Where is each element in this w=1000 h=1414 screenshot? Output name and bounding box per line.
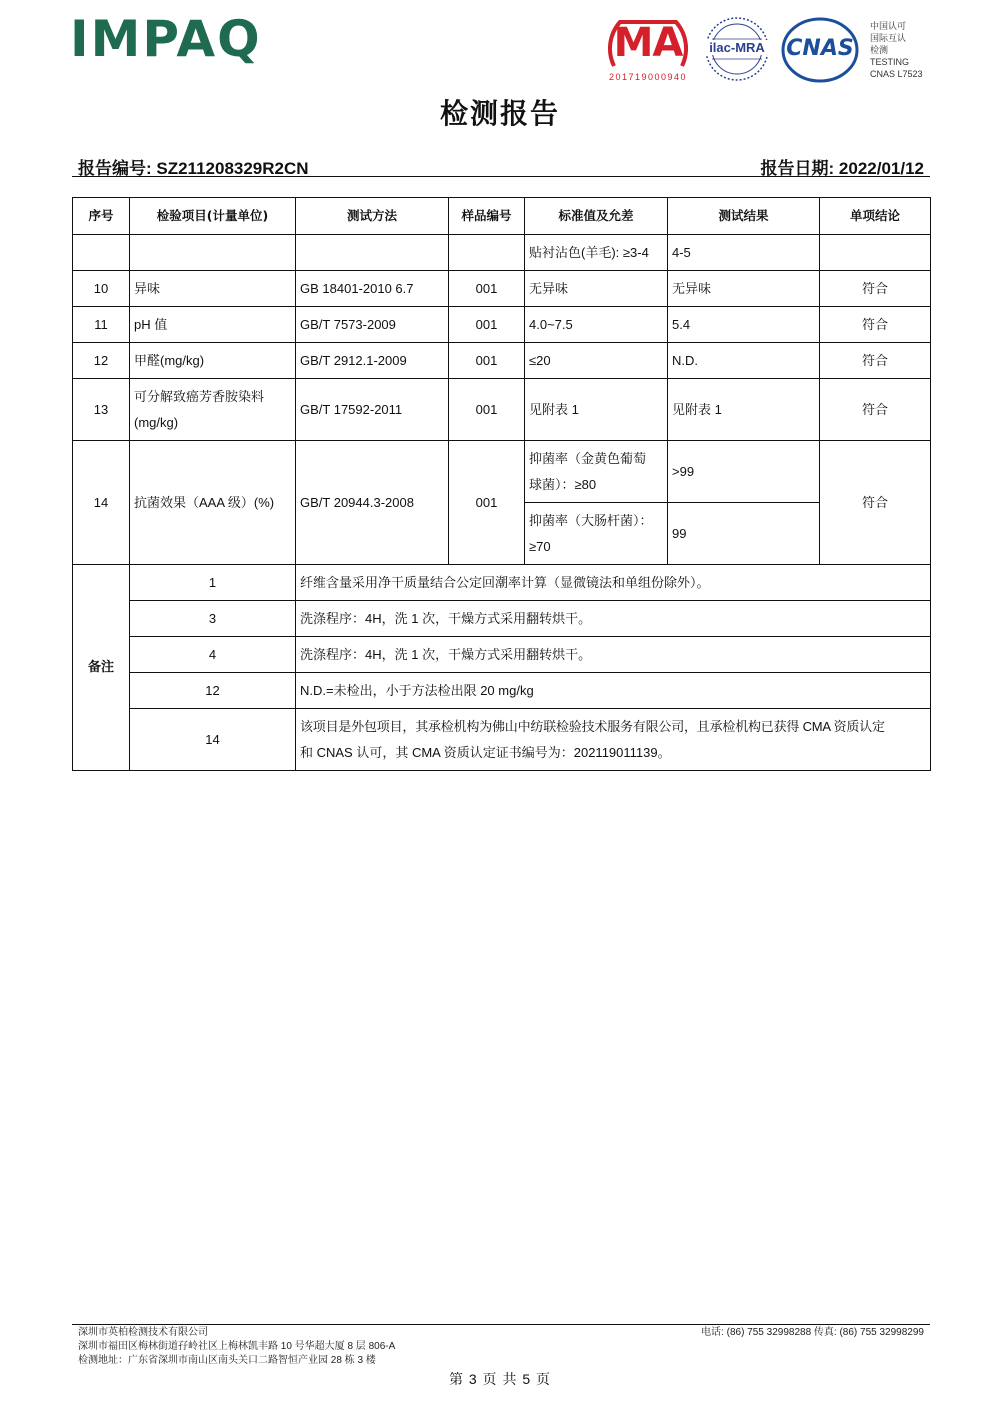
standard-cell: 贴衬沾色(羊毛): ≥3-4 (525, 235, 668, 271)
row-no: 14 (73, 441, 130, 565)
item-cell: 异味 (130, 271, 296, 307)
col-header: 测试方法 (296, 198, 449, 235)
col-header: 序号 (73, 198, 130, 235)
col-header: 样品编号 (449, 198, 525, 235)
col-header: 标准值及允差 (525, 198, 668, 235)
note-ref: 12 (130, 673, 296, 709)
note-ref: 3 (130, 601, 296, 637)
note-row (73, 673, 931, 709)
note-text: 该项目是外包项目，其承检机构为佛山中纺联检验技术服务有限公司，且承检机构已获得 CMA 资质认定 和 CNAS 认可，其 CMA 资质认定证书编号为：202119011139。 (296, 709, 931, 771)
result-cell: 4-5 (668, 235, 820, 271)
report-number: 报告编号: SZ211208329R2CN (78, 159, 309, 178)
method-cell: GB/T 17592-2011 (296, 379, 449, 441)
note-text: N.D.=未检出，小于方法检出限 20 mg/kg (296, 673, 931, 709)
table-row (73, 235, 931, 271)
footer-company: 深圳市英柏检测技术有限公司 (78, 1327, 208, 1338)
ilac-label: ilac-MRA (704, 40, 770, 55)
footer-divider (72, 1324, 930, 1325)
page-title: 检测报告 (439, 97, 560, 130)
result-cell: 99 (668, 503, 820, 565)
table-row (73, 441, 931, 503)
standard-cell: 抑菌率（大肠杆菌）： ≥70 (525, 503, 668, 565)
item-line: (mg/kg) (134, 414, 179, 430)
standard-cell: 无异味 (525, 271, 668, 307)
note-text: 纤维含量采用净干质量结合公定回潮率计算（显微镜法和单组份除外）。 (296, 565, 931, 601)
footer-test-address: 检测地址：广东省深圳市南山区南头关口二路智恒产业园 28 栋 3 楼 (78, 1355, 376, 1366)
item-cell: 甲醛(mg/kg) (130, 343, 296, 379)
note-ref: 4 (130, 637, 296, 673)
sample-cell: 001 (449, 441, 525, 565)
company-logo: IMPAQ (70, 10, 262, 68)
cma-mark (600, 14, 696, 86)
note-row (73, 601, 931, 637)
col-header: 检验项目(计量单位) (130, 198, 296, 235)
method-cell: GB 18401-2010 6.7 (296, 271, 449, 307)
row-no: 10 (73, 271, 130, 307)
note-ref: 1 (130, 565, 296, 601)
standard-cell: 4.0~7.5 (525, 307, 668, 343)
sample-cell: 001 (449, 271, 525, 307)
cma-label: MA (613, 20, 683, 66)
cnas-label: CNAS (786, 36, 854, 61)
standard-cell: 抑菌率（金黄色葡萄 球菌）：≥80 (525, 441, 668, 503)
cnas-side-text: 中国认可 国际互认 检测 TESTING CNAS L7523 (870, 21, 923, 79)
footer-contact: 电话: (86) 755 32998288 传真: (86) 755 32998299 (701, 1327, 924, 1338)
conclusion-cell: 符合 (820, 441, 931, 565)
note-row (73, 709, 931, 771)
conclusion-cell: 符合 (820, 307, 931, 343)
item-line: 可分解致癌芳香胺染料 (134, 388, 265, 404)
method-cell: GB/T 7573-2009 (296, 307, 449, 343)
note-row (73, 565, 931, 601)
conclusion-cell: 符合 (820, 379, 931, 441)
cma-number: 201719000940 (608, 72, 688, 82)
report-date: 报告日期: 2022/01/12 (760, 159, 924, 178)
note-text: 洗涤程序：4H，洗 1 次，干燥方式采用翻转烘干。 (296, 637, 931, 673)
col-header: 测试结果 (668, 198, 820, 235)
footer-address-line: 深圳市福田区梅林街道孖岭社区上梅林凯丰路 10 号华超大厦 8 层 806-A (78, 1341, 396, 1352)
conclusion-cell: 符合 (820, 271, 931, 307)
table-row (73, 343, 931, 379)
standard-cell: ≤20 (525, 343, 668, 379)
ilac-mra-mark (704, 16, 770, 82)
footer-address (78, 1326, 395, 1368)
header-divider (72, 176, 930, 177)
sample-cell: 001 (449, 343, 525, 379)
row-no: 12 (73, 343, 130, 379)
item-cell: pH 值 (130, 307, 296, 343)
item-cell: 抗菌效果（AAA 级）(%) (130, 441, 296, 565)
result-cell: >99 (668, 441, 820, 503)
result-cell: 见附表 1 (668, 379, 820, 441)
col-header: 单项结论 (820, 198, 931, 235)
table-row (73, 307, 931, 343)
method-cell: GB/T 20944.3-2008 (296, 441, 449, 565)
sample-cell: 001 (449, 379, 525, 441)
result-cell: N.D. (668, 343, 820, 379)
page-number: 第 3 页 共 5 页 (448, 1371, 552, 1387)
cnas-mark (780, 16, 860, 84)
note-row (73, 637, 931, 673)
results-table (72, 197, 931, 771)
certification-marks (600, 14, 930, 90)
note-text: 洗涤程序：4H，洗 1 次，干燥方式采用翻转烘干。 (296, 601, 931, 637)
result-cell: 5.4 (668, 307, 820, 343)
conclusion-cell: 符合 (820, 343, 931, 379)
notes-label: 备注 (73, 565, 130, 771)
row-no: 11 (73, 307, 130, 343)
item-cell (130, 379, 296, 441)
standard-cell: 见附表 1 (525, 379, 668, 441)
method-cell: GB/T 2912.1-2009 (296, 343, 449, 379)
table-header-row (73, 198, 931, 235)
result-cell: 无异味 (668, 271, 820, 307)
note-ref: 14 (130, 709, 296, 771)
table-row (73, 379, 931, 441)
sample-cell: 001 (449, 307, 525, 343)
row-no: 13 (73, 379, 130, 441)
table-row (73, 271, 931, 307)
